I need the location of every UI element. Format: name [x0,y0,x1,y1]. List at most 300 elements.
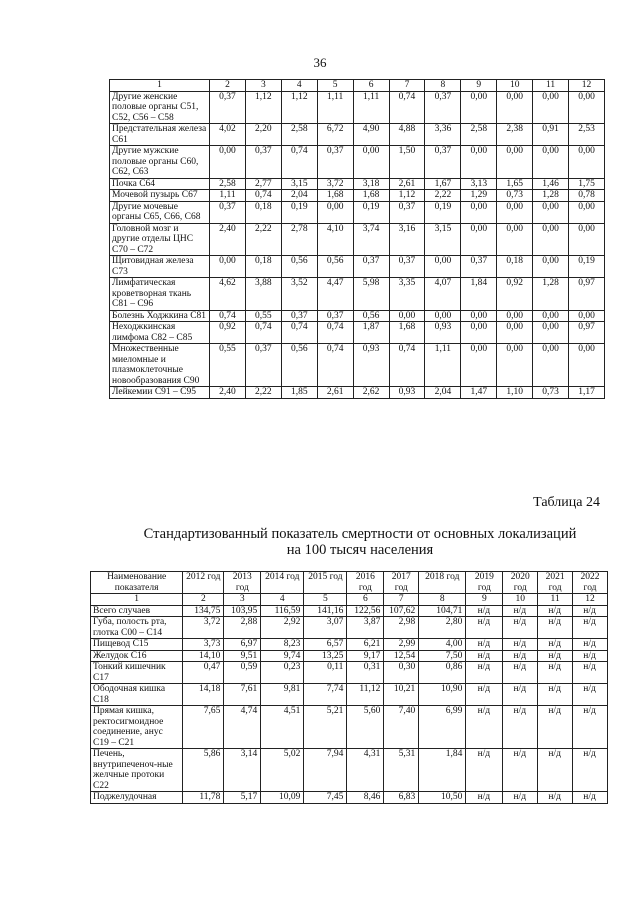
value-cell: 0,00 [533,322,569,344]
value-cell: 6,21 [347,639,384,651]
table-row [110,278,605,311]
value-cell: 2,04 [425,387,461,399]
table-row [110,223,605,256]
value-cell: 0,74 [389,344,425,387]
value-cell: 3,13 [461,178,497,190]
value-cell: 5,17 [224,792,261,804]
value-cell: 0,74 [245,322,281,344]
row-label-cell: Лейкемии С91 – С95 [110,387,210,399]
value-cell: 0,74 [389,91,425,124]
value-cell: 0,00 [533,146,569,179]
column-number-cell: 3 [224,594,261,606]
value-cell: 2,22 [245,387,281,399]
column-header-cell: 2016 год [347,572,384,594]
value-cell: 2,62 [353,387,389,399]
value-cell: 0,73 [497,190,533,202]
value-cell: 0,00 [569,344,605,387]
value-cell: 0,00 [497,201,533,223]
value-cell: 11,78 [183,792,224,804]
value-cell: 2,78 [281,223,317,256]
value-cell: 0,37 [389,201,425,223]
value-cell: 0,00 [461,201,497,223]
column-number-cell: 10 [503,594,538,606]
value-cell: 3,72 [183,617,224,639]
value-cell: 0,37 [353,256,389,278]
value-cell: 5,21 [304,706,347,749]
value-cell: 2,77 [245,178,281,190]
row-label-cell: Предстательная железа С61 [110,124,210,146]
column-number-cell: 8 [425,80,461,92]
row-label-cell: Поджелудочная [91,792,183,804]
column-number-cell: 2 [210,80,246,92]
column-number-cell: 12 [573,594,608,606]
value-cell: 0,00 [210,256,246,278]
value-cell: 104,71 [419,605,466,617]
value-cell: 5,02 [261,749,304,792]
column-number-cell: 7 [389,80,425,92]
value-cell: 1,75 [569,178,605,190]
value-cell: 0,37 [210,91,246,124]
value-cell: 6,57 [304,639,347,651]
value-cell: 2,98 [384,617,419,639]
column-number-cell: 1 [91,594,183,606]
value-cell: 0,18 [497,256,533,278]
value-cell: 0,00 [569,146,605,179]
value-cell: 0,00 [210,146,246,179]
page-number: 36 [313,55,327,70]
value-cell: 0,37 [425,146,461,179]
column-number-cell: 9 [466,594,503,606]
column-header-cell: Наименование показателя [91,572,183,594]
row-label-cell: Желудок С16 [91,650,183,662]
value-cell: 0,37 [210,201,246,223]
value-cell: 9,51 [224,650,261,662]
value-cell: 0,19 [281,201,317,223]
value-cell: 0,00 [425,310,461,322]
value-cell: 5,31 [384,749,419,792]
value-cell: 0,74 [210,310,246,322]
value-cell: 1,12 [281,91,317,124]
row-label-cell: Губа, полость рта, глотка С00 – С14 [91,617,183,639]
value-cell: н/д [573,617,608,639]
value-cell: 1,11 [353,91,389,124]
value-cell: 0,73 [533,387,569,399]
value-cell: н/д [466,650,503,662]
value-cell: 0,00 [353,146,389,179]
value-cell: 0,92 [497,278,533,311]
table-title-line1: Стандартизованный показатель смертности от основных локализаций [143,526,577,542]
value-cell: 2,92 [261,617,304,639]
value-cell: н/д [466,639,503,651]
value-cell: 7,65 [183,706,224,749]
value-cell: н/д [573,662,608,684]
value-cell: 4,02 [210,124,246,146]
row-label-cell: Ободочная кишка С18 [91,684,183,706]
value-cell: 3,15 [281,178,317,190]
value-cell: 0,37 [389,256,425,278]
value-cell: 7,50 [419,650,466,662]
column-number-cell: 12 [569,80,605,92]
value-cell: н/д [538,706,573,749]
value-cell: 4,07 [425,278,461,311]
value-cell: 3,35 [389,278,425,311]
column-header-cell: 2020 год [503,572,538,594]
value-cell: 7,45 [304,792,347,804]
value-cell: 3,72 [317,178,353,190]
value-cell: 1,47 [461,387,497,399]
value-cell: 1,28 [533,278,569,311]
value-cell: 0,92 [210,322,246,344]
value-cell: 1,12 [245,91,281,124]
value-cell: 0,19 [425,201,461,223]
column-number-cell: 1 [110,80,210,92]
value-cell: 1,67 [425,178,461,190]
value-cell: 3,52 [281,278,317,311]
value-cell: 9,74 [261,650,304,662]
value-cell: 0,00 [389,310,425,322]
column-number-cell: 4 [261,594,304,606]
value-cell: 0,00 [533,344,569,387]
value-cell: 1,11 [210,190,246,202]
value-cell: 5,60 [347,706,384,749]
value-cell: 4,88 [389,124,425,146]
table-label: Таблица 24 [533,495,600,510]
value-cell: 0,00 [461,310,497,322]
value-cell: 6,99 [419,706,466,749]
value-cell: 9,17 [347,650,384,662]
value-cell: 0,00 [533,223,569,256]
column-number-cell: 6 [353,80,389,92]
value-cell: 2,53 [569,124,605,146]
value-cell: 3,87 [347,617,384,639]
row-label-cell: Печень, внутрипеченоч-ные желчные протоки С22 [91,749,183,792]
value-cell: н/д [573,639,608,651]
value-cell: н/д [573,650,608,662]
value-cell: н/д [466,749,503,792]
value-cell: 0,86 [419,662,466,684]
value-cell: н/д [503,639,538,651]
value-cell: н/д [573,792,608,804]
column-number-cell: 4 [281,80,317,92]
value-cell: 1,68 [353,190,389,202]
value-cell: н/д [503,706,538,749]
value-cell: 0,00 [497,322,533,344]
value-cell: 1,12 [389,190,425,202]
value-cell: 0,31 [347,662,384,684]
value-cell: 116,59 [261,605,304,617]
column-number-cell: 10 [497,80,533,92]
table-row [110,146,605,179]
value-cell: 7,94 [304,749,347,792]
value-cell: 3,14 [224,749,261,792]
value-cell: н/д [503,749,538,792]
value-cell: 4,90 [353,124,389,146]
value-cell: 0,37 [245,146,281,179]
table-row [91,605,608,617]
value-cell: 0,00 [461,223,497,256]
value-cell: 0,11 [304,662,347,684]
table-title [0,526,640,558]
value-cell: 6,97 [224,639,261,651]
value-cell: 2,61 [389,178,425,190]
table-row [91,749,608,792]
value-cell: 0,93 [353,344,389,387]
column-number-cell: 6 [347,594,384,606]
value-cell: 1,68 [317,190,353,202]
value-cell: 0,00 [497,146,533,179]
value-cell: н/д [538,617,573,639]
value-cell: 1,84 [461,278,497,311]
table-row [110,256,605,278]
value-cell: 0,56 [281,344,317,387]
value-cell: 2,04 [281,190,317,202]
row-label-cell: Другие мужские половые органы С60, С62, С63 [110,146,210,179]
value-cell: 6,72 [317,124,353,146]
value-cell: 4,10 [317,223,353,256]
value-cell: 10,50 [419,792,466,804]
row-label-cell: Пищевод С15 [91,639,183,651]
value-cell: 0,55 [210,344,246,387]
value-cell: 0,55 [245,310,281,322]
value-cell: 0,00 [569,201,605,223]
value-cell: 141,16 [304,605,347,617]
column-header-cell: 2015 год [304,572,347,594]
value-cell: 0,00 [317,201,353,223]
column-header-cell: 2014 год [261,572,304,594]
value-cell: 0,37 [317,310,353,322]
value-cell: 0,23 [261,662,304,684]
value-cell: н/д [466,605,503,617]
table-header-row [91,572,608,594]
column-number-cell: 7 [384,594,419,606]
value-cell: н/д [538,662,573,684]
value-cell: 10,90 [419,684,466,706]
value-cell: 0,56 [317,256,353,278]
value-cell: 3,73 [183,639,224,651]
value-cell: 0,00 [533,201,569,223]
column-header-cell: 2019 год [466,572,503,594]
mortality-table [90,571,608,804]
value-cell: 1,17 [569,387,605,399]
table-row [91,650,608,662]
value-cell: 0,19 [353,201,389,223]
value-cell: 0,37 [245,344,281,387]
value-cell: 14,10 [183,650,224,662]
value-cell: н/д [538,605,573,617]
column-numbers-row [91,594,608,606]
value-cell: 1,10 [497,387,533,399]
value-cell: 3,88 [245,278,281,311]
value-cell: 2,22 [425,190,461,202]
value-cell: 0,00 [569,91,605,124]
row-label-cell: Другие мочевые органы С65, С66, С68 [110,201,210,223]
value-cell: 10,09 [261,792,304,804]
value-cell: н/д [466,792,503,804]
value-cell: 2,58 [461,124,497,146]
value-cell: н/д [503,650,538,662]
column-number-cell: 11 [533,80,569,92]
table-header-row [110,80,605,92]
value-cell: 134,75 [183,605,224,617]
value-cell: 9,81 [261,684,304,706]
value-cell: 2,99 [384,639,419,651]
row-label-cell: Мочевой пузырь С67 [110,190,210,202]
column-header-cell: 2017 год [384,572,419,594]
value-cell: 107,62 [384,605,419,617]
value-cell: 0,74 [317,344,353,387]
row-label-cell: Прямая кишка, ректосигмоидное соединение, анус С19 – С21 [91,706,183,749]
value-cell: 3,36 [425,124,461,146]
value-cell: 2,40 [210,387,246,399]
value-cell: 0,00 [497,91,533,124]
value-cell: 0,74 [281,322,317,344]
value-cell: 2,88 [224,617,261,639]
table-row [110,201,605,223]
column-number-cell: 5 [304,594,347,606]
value-cell: 0,74 [281,146,317,179]
value-cell: 2,61 [317,387,353,399]
value-cell: 0,47 [183,662,224,684]
value-cell: н/д [503,617,538,639]
value-cell: 2,40 [210,223,246,256]
column-number-cell: 11 [538,594,573,606]
value-cell: 0,00 [425,256,461,278]
table-row [110,310,605,322]
value-cell: 4,62 [210,278,246,311]
value-cell: 1,29 [461,190,497,202]
row-label-cell: Тонкий кишечник С17 [91,662,183,684]
value-cell: 0,00 [533,310,569,322]
value-cell: 0,59 [224,662,261,684]
value-cell: 0,37 [281,310,317,322]
table-row [91,617,608,639]
value-cell: 0,74 [245,190,281,202]
value-cell: 0,00 [461,146,497,179]
value-cell: 0,56 [353,310,389,322]
value-cell: 0,93 [389,387,425,399]
value-cell: 1,87 [353,322,389,344]
table-row [110,91,605,124]
value-cell: 1,85 [281,387,317,399]
value-cell: н/д [466,684,503,706]
value-cell: 2,38 [497,124,533,146]
value-cell: 0,00 [497,344,533,387]
value-cell: 7,74 [304,684,347,706]
value-cell: н/д [538,650,573,662]
value-cell: н/д [538,639,573,651]
value-cell: 2,58 [210,178,246,190]
value-cell: 12,54 [384,650,419,662]
value-cell: 1,50 [389,146,425,179]
value-cell: н/д [466,706,503,749]
column-header-cell: 2021 год [538,572,573,594]
row-label-cell: Болезнь Ходжкина С81 [110,310,210,322]
value-cell: 1,11 [317,91,353,124]
value-cell: н/д [538,684,573,706]
value-cell: 0,00 [497,310,533,322]
value-cell: 0,97 [569,278,605,311]
column-number-cell: 3 [245,80,281,92]
value-cell: н/д [503,792,538,804]
value-cell: 0,00 [461,344,497,387]
table-row [110,178,605,190]
value-cell: 0,00 [497,223,533,256]
value-cell: 0,30 [384,662,419,684]
value-cell: н/д [466,662,503,684]
column-header-cell: 2012 год [183,572,224,594]
table-title-line2: на 100 тысяч населения [286,542,434,558]
value-cell: 2,58 [281,124,317,146]
value-cell: 0,00 [569,223,605,256]
value-cell: 0,37 [317,146,353,179]
value-cell: 0,00 [461,322,497,344]
value-cell: 4,47 [317,278,353,311]
value-cell: 6,83 [384,792,419,804]
value-cell: 0,37 [425,91,461,124]
value-cell: 4,51 [261,706,304,749]
value-cell: 1,11 [425,344,461,387]
value-cell: н/д [503,662,538,684]
value-cell: 0,74 [317,322,353,344]
value-cell: 0,37 [461,256,497,278]
value-cell: 3,16 [389,223,425,256]
value-cell: н/д [573,706,608,749]
row-label-cell: Неходжкинская лимфома С82 – С85 [110,322,210,344]
value-cell: 0,19 [569,256,605,278]
value-cell: 11,12 [347,684,384,706]
value-cell: 10,21 [384,684,419,706]
row-label-cell: Другие женские половые органы С51, С52, С56 – С58 [110,91,210,124]
column-header-cell: 2013 год [224,572,261,594]
value-cell: 2,22 [245,223,281,256]
table-row [110,190,605,202]
value-cell: н/д [466,617,503,639]
table-row [91,662,608,684]
value-cell: 0,78 [569,190,605,202]
column-number-cell: 9 [461,80,497,92]
value-cell: 2,20 [245,124,281,146]
value-cell: 0,00 [569,310,605,322]
value-cell: 0,18 [245,256,281,278]
table-row [91,639,608,651]
value-cell: 0,00 [461,91,497,124]
row-label-cell: Множественные миеломные и плазмоклеточные новообразования С90 [110,344,210,387]
table-row [91,684,608,706]
table-row [110,387,605,399]
value-cell: 3,07 [304,617,347,639]
value-cell: 4,31 [347,749,384,792]
row-label-cell: Всего случаев [91,605,183,617]
column-number-cell: 2 [183,594,224,606]
row-label-cell: Щитовидная железа С73 [110,256,210,278]
value-cell: 0,00 [533,256,569,278]
column-number-cell: 8 [419,594,466,606]
value-cell: н/д [573,749,608,792]
value-cell: 3,15 [425,223,461,256]
value-cell: 13,25 [304,650,347,662]
value-cell: 4,74 [224,706,261,749]
value-cell: 1,68 [389,322,425,344]
value-cell: н/д [538,749,573,792]
column-header-cell: 2018 год [419,572,466,594]
incidence-table-continued [109,79,605,399]
column-header-cell: 2022 год [573,572,608,594]
value-cell: 1,28 [533,190,569,202]
value-cell: н/д [503,605,538,617]
value-cell: 0,00 [533,91,569,124]
value-cell: 8,46 [347,792,384,804]
value-cell: 1,65 [497,178,533,190]
